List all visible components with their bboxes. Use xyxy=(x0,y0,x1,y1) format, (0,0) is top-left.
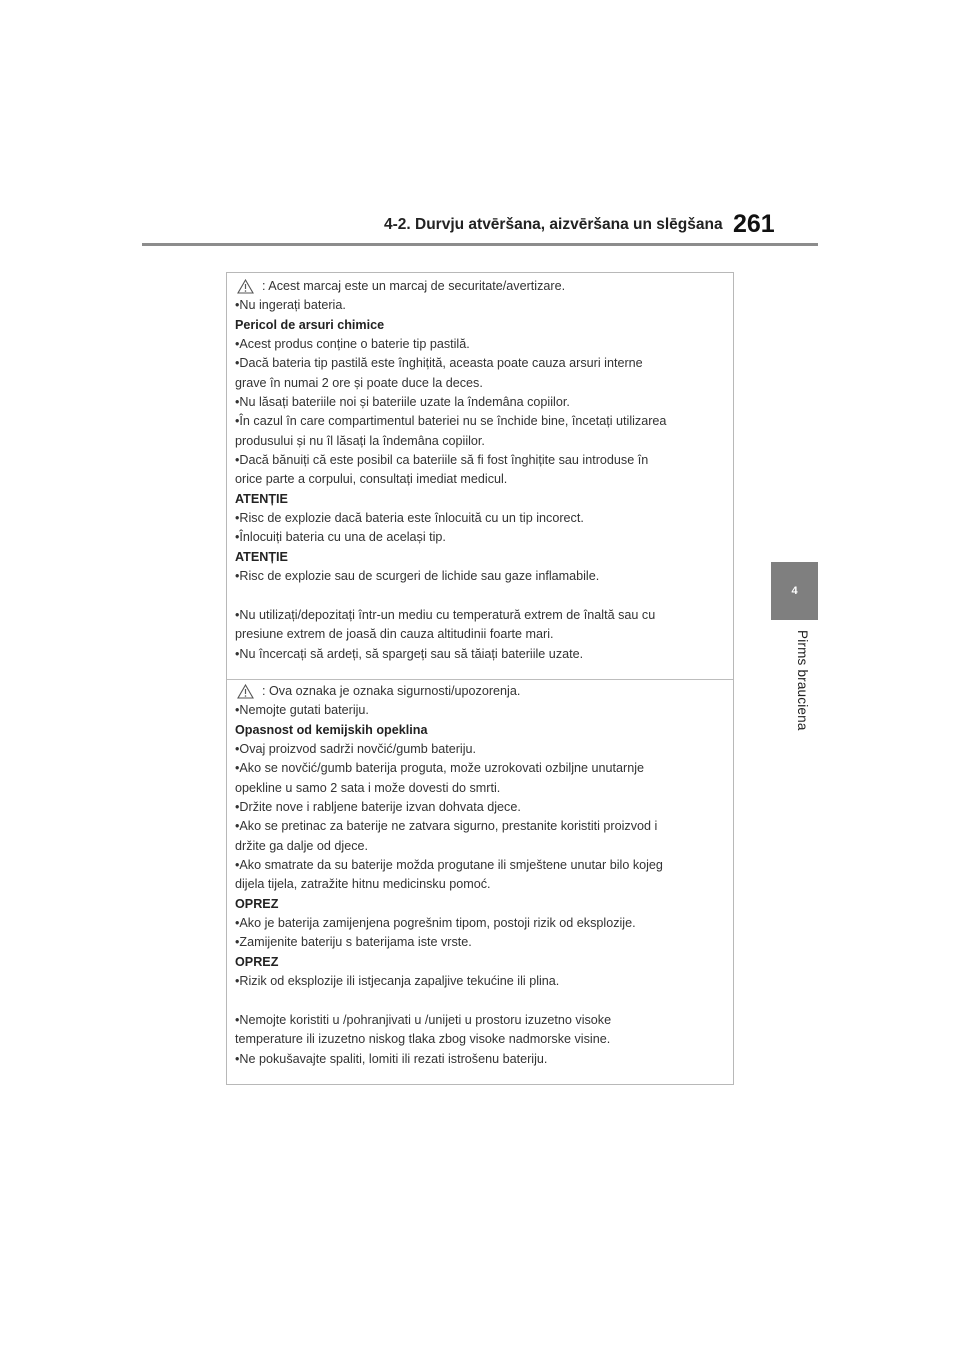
symbol-text: : Acest marcaj este un marcaj de securitate/avertizare. xyxy=(262,279,566,293)
blank-line xyxy=(235,587,725,606)
text-line: •Nemojte koristiti u /pohranjivati u /unijeti u prostoru izuzetno visoke xyxy=(235,1012,612,1027)
header-rule xyxy=(142,243,818,246)
section-heading: Opasnost od kemijskih opeklina xyxy=(235,722,428,737)
text-line: produsului și nu îl lăsați la îndemâna copiilor. xyxy=(235,433,485,448)
text-line: •Držite nove i rabljene baterije izvan dohvata djece. xyxy=(235,800,521,815)
text-line: •Risc de explozie dacă bateria este înlocuită cu un tip incorect. xyxy=(235,511,584,526)
page-number: 261 xyxy=(733,210,775,238)
text-line: •Rizik od eksplozije ili istjecanja zapaljive tekućine ili plina. xyxy=(235,974,560,989)
text-line: •Acest produs conține o baterie tip pastilă. xyxy=(235,337,470,352)
text-line: •Nu utilizați/depozitați într-un mediu cu temperatură extrem de înaltă sau cu xyxy=(235,607,656,622)
section-heading: ATENȚIE xyxy=(235,549,288,564)
text-line: •Ako je baterija zamijenjena pogrešnim tipom, postoji rizik od eksplozije. xyxy=(235,916,636,931)
text-line: •Ako se pretinac za baterije ne zatvara sigurno, prestanite koristiti proizvod i xyxy=(235,819,658,834)
section-divider xyxy=(227,679,733,680)
text-line: •Dacă bănuiți că este posibil ca bateriile să fi fost înghițite sau introduse în xyxy=(235,453,649,468)
chapter-tab[interactable] xyxy=(771,562,818,620)
chapter-label: Pirms braucienа xyxy=(795,630,810,731)
text-line: •În cazul în care compartimentul bateriei nu se închide bine, încetați utilizarea xyxy=(235,414,667,429)
warning-triangle-icon xyxy=(237,684,254,699)
section-heading: OPREZ xyxy=(235,896,279,911)
text-line: presiune extrem de joasă din cauza altitudinii foarte mari. xyxy=(235,627,554,642)
text-line: •Înlocuiți bateria cu una de același tip. xyxy=(235,530,446,545)
warning-triangle-icon xyxy=(237,279,254,294)
text-line: •Ovaj proizvod sadrži novčić/gumb bateriju. xyxy=(235,742,476,757)
symbol-line xyxy=(235,277,725,296)
text-line: •Nu încercați să ardeți, să spargeți sau să tăiați bateriile uzate. xyxy=(235,646,584,661)
chapter-number: 4 xyxy=(791,585,798,597)
text-line: •Nemojte gutati bateriju. xyxy=(235,703,369,718)
text-line: •Zamijenite bateriju s baterijama iste vrste. xyxy=(235,935,472,950)
text-line: orice parte a corpului, consultați imediat medicul. xyxy=(235,472,508,487)
romanian-lines xyxy=(235,296,725,664)
section-heading: OPREZ xyxy=(235,954,279,969)
croatian-section xyxy=(235,682,725,1069)
section-title: 4-2. Durvju atvēršana, aizvēršana un slēgšana xyxy=(384,216,723,233)
symbol-text: : Ova oznaka je oznaka sigurnosti/upozorenja. xyxy=(262,684,521,698)
text-line: •Risc de explozie sau de scurgeri de lichide sau gaze inflamabile. xyxy=(235,569,600,584)
text-line: •Nu lăsați bateriile noi și bateriile uzate la îndemâna copiilor. xyxy=(235,395,570,410)
warning-box xyxy=(226,272,734,1085)
section-heading: ATENȚIE xyxy=(235,491,288,506)
text-line: •Ako se novčić/gumb baterija proguta, može uzrokovati ozbiljne unutarnje xyxy=(235,761,645,776)
text-line: •Ne pokušavajte spaliti, lomiti ili rezati istrošenu bateriju. xyxy=(235,1051,548,1066)
blank-line xyxy=(235,992,725,1011)
text-line: •Nu ingerați bateria. xyxy=(235,298,346,313)
croatian-lines xyxy=(235,701,725,1069)
symbol-line xyxy=(235,682,725,701)
section-heading: Pericol de arsuri chimice xyxy=(235,317,385,332)
romanian-section xyxy=(235,277,725,664)
text-line: grave în numai 2 ore și poate duce la deces. xyxy=(235,375,483,390)
text-line: opekline u samo 2 sata i može dovesti do smrti. xyxy=(235,780,501,795)
text-line: dijela tijela, zatražite hitnu medicinsku pomoć. xyxy=(235,877,491,892)
text-line: držite ga dalje od djece. xyxy=(235,838,369,853)
text-line: •Ako smatrate da su baterije možda progutane ili smještene unutar bilo kojeg xyxy=(235,858,663,873)
text-line: temperature ili izuzetno niskog tlaka zbog visoke nadmorske visine. xyxy=(235,1032,611,1047)
text-line: •Dacă bateria tip pastilă este înghițită, aceasta poate cauza arsuri interne xyxy=(235,356,643,371)
